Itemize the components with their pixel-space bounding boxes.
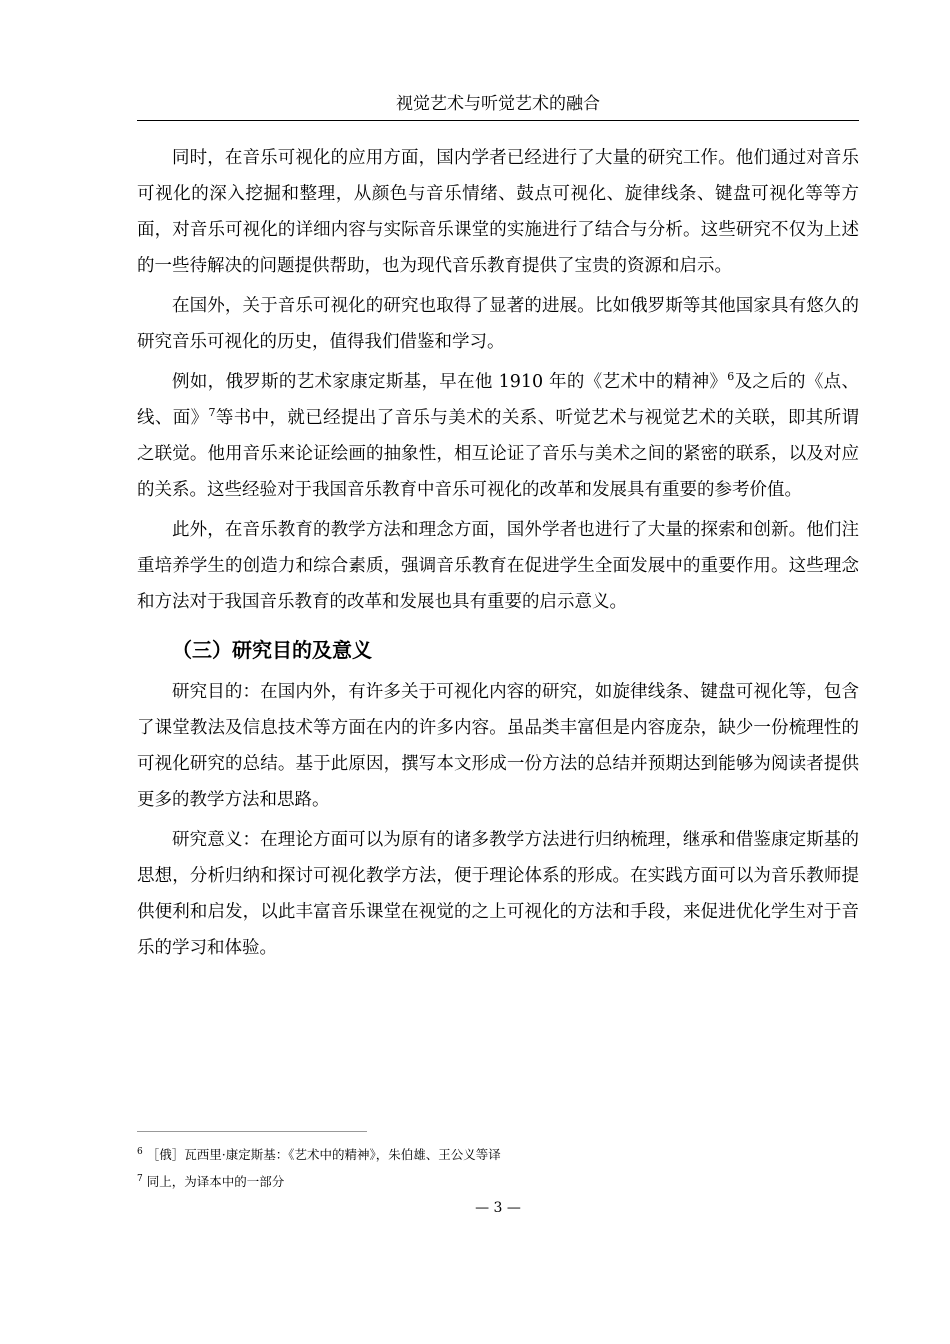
footnote-text: 同上，为译本中的一部分 — [146, 1174, 285, 1189]
footnote-7 — [137, 1170, 859, 1191]
footnote-6 — [137, 1143, 859, 1164]
kandinsky-text-part3: 等书中，就已经提出了音乐与美术的关系、听觉艺术与视觉艺术的关联，即其所谓之联觉。他用音乐来论证绘画的抽象性，相互论证了音乐与美术之间的紧密的联系，以及对应的关系。这些经验对于我国音乐教育中音乐可视化的改革和发展具有重要的参考价值。 — [137, 408, 859, 500]
paragraph-kandinsky — [137, 364, 859, 508]
page-number: — 3 — — [475, 1200, 521, 1216]
kandinsky-text-part2: 及之后的《点、线、面》 — [137, 372, 859, 428]
footnote-ref-6[interactable]: 6 — [727, 370, 735, 383]
paragraph-teaching-methods: 此外，在音乐教育的教学方法和理念方面，国外学者也进行了大量的探索和创新。他们注重培养学生的创造力和综合素质，强调音乐教育在促进学生全面发展中的重要作用。这些理念和方法对于我国音乐教育的改革和发展也具有重要的启示意义。 — [137, 520, 859, 612]
footnote-mark: 7 — [137, 1174, 143, 1184]
page-body — [137, 140, 859, 970]
header-rule — [137, 120, 859, 121]
footnote-mark: 6 — [137, 1147, 143, 1157]
paragraph-foreign-research: 在国外，关于音乐可视化的研究也取得了显著的进展。比如俄罗斯等其他国家具有悠久的研究音乐可视化的历史，值得我们借鉴和学习。 — [137, 296, 859, 352]
section-heading: （三）研究目的及意义 — [172, 638, 372, 662]
kandinsky-text-part1: 例如，俄罗斯的艺术家康定斯基，早在他 1910 年的《艺术中的精神》 — [172, 372, 728, 392]
running-header: 视觉艺术与听觉艺术的融合 — [396, 94, 600, 114]
footnote-rule — [137, 1131, 367, 1132]
paragraph-research-significance: 研究意义：在理论方面可以为原有的诸多教学方法进行归纳梳理，继承和借鉴康定斯基的思想，分析归纳和探讨可视化教学方法，便于理论体系的形成。在实践方面可以为音乐教师提供便利和启发，以此丰富音乐课堂在视觉的之上可视化的方法和手段，来促进优化学生对于音乐的学习和体验。 — [137, 830, 859, 958]
paragraph-domestic-applications: 同时，在音乐可视化的应用方面，国内学者已经进行了大量的研究工作。他们通过对音乐可视化的深入挖掘和整理，从颜色与音乐情绪、鼓点可视化、旋律线条、键盘可视化等等方面，对音乐可视化的详细内容与实际音乐课堂的实施进行了结合与分析。这些研究不仅为上述的一些待解决的问题提供帮助，也为现代音乐教育提供了宝贵的资源和启示。 — [137, 148, 859, 276]
footnote-ref-7[interactable]: 7 — [208, 406, 216, 419]
paragraph-research-purpose: 研究目的：在国内外，有许多关于可视化内容的研究，如旋律线条、键盘可视化等，包含了课堂教法及信息技术等方面在内的许多内容。虽品类丰富但是内容庞杂，缺少一份梳理性的可视化研究的总结。基于此原因，撰写本文形成一份方法的总结并预期达到能够为阅读者提供更多的教学方法和思路。 — [137, 682, 859, 810]
footnote-text: ［俄］瓦西里·康定斯基：《艺术中的精神》，朱伯雄、王公义等译 — [146, 1147, 501, 1162]
